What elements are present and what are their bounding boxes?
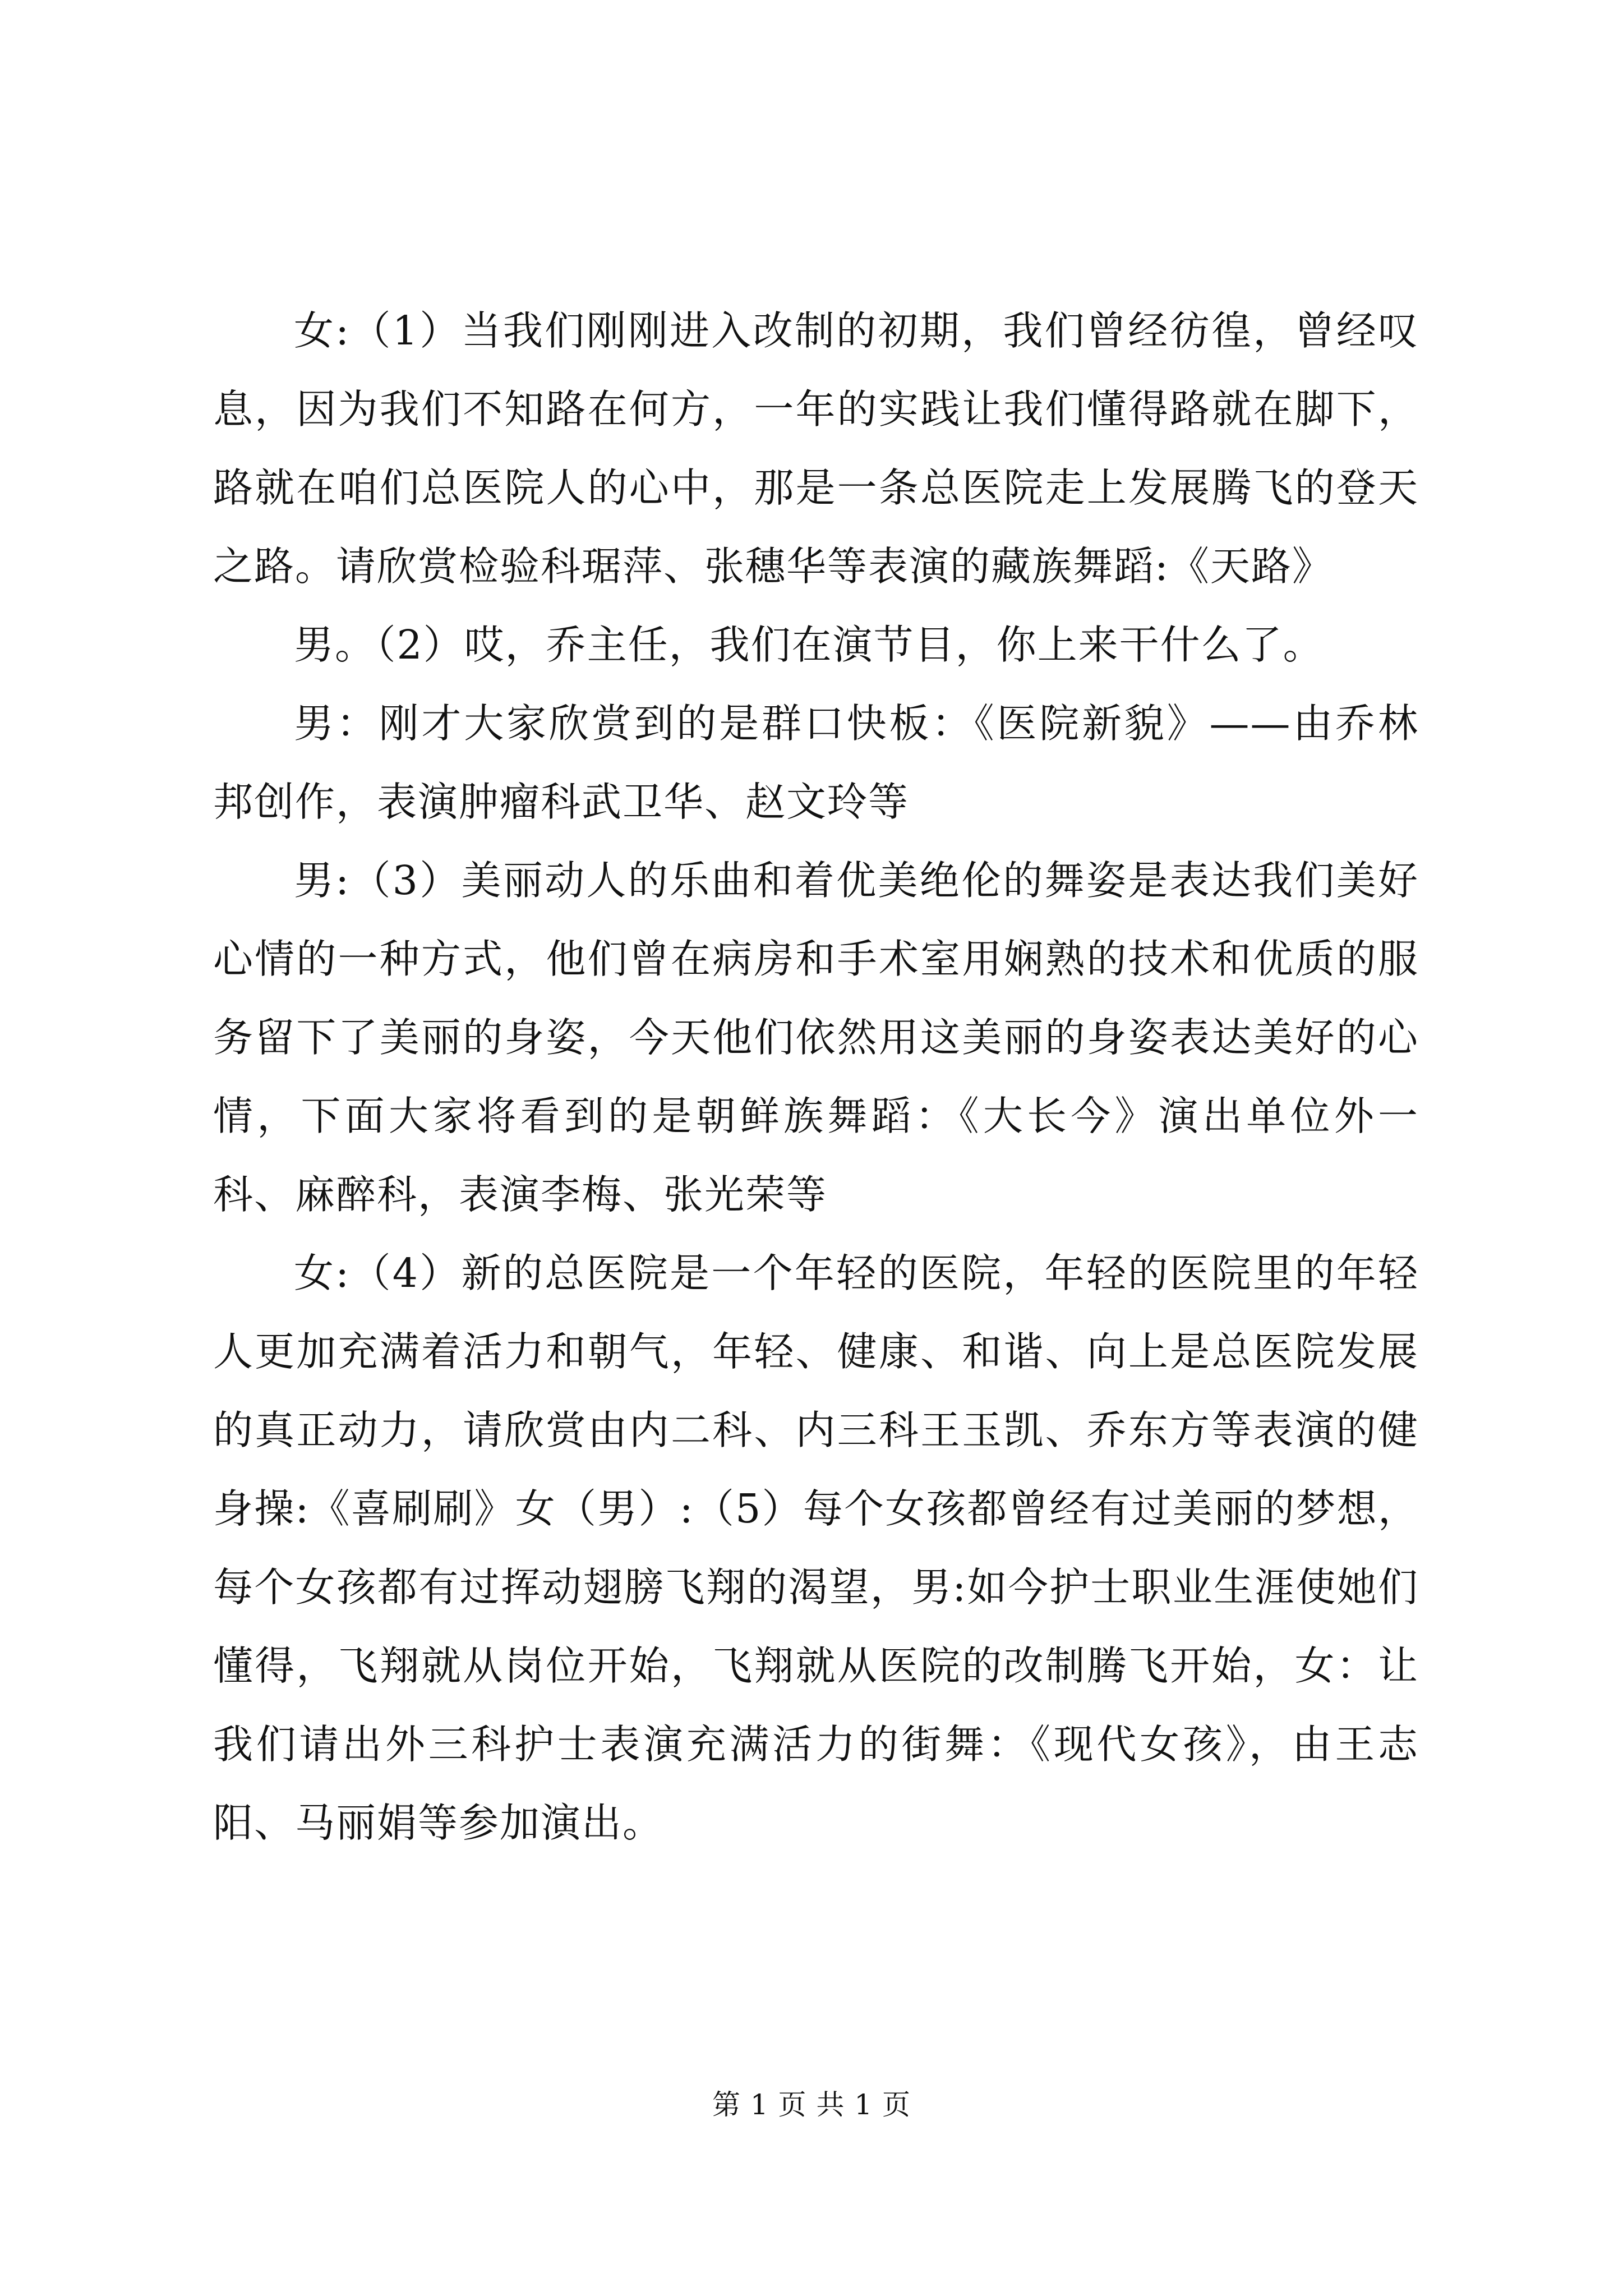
document-body (213, 292, 1419, 1862)
paragraph-3: 男：刚才大家欣赏到的是群口快板：《医院新貌》——由乔林邦创作，表演肿瘤科武卫华、赵文玲等 (213, 700, 1419, 825)
page-footer: 第 1 页 共 1 页 (712, 2088, 911, 2121)
paragraph-4: 男:（3）美丽动人的乐曲和着优美绝伦的舞姿是表达我们美好心情的一种方式，他们曾在病房和手术室用娴熟的技术和优质的服务留下了美丽的身姿，今天他们依然用这美丽的身姿表达美好的心情，下面大家将看到的是朝鲜族舞蹈：《大长今》演出单位外一科、麻醉科，表演李梅、张光荣等 (213, 857, 1419, 1218)
paragraph-2: 男。（2）哎，乔主任，我们在演节目，你上来干什么了。 (294, 622, 1324, 668)
paragraph-5: 女:（4）新的总医院是一个年轻的医院，年轻的医院里的年轻人更加充满着活力和朝气，年轻、健康、和谐、向上是总医院发展的真正动力，请欣赏由内二科、内三科王玉凯、乔东方等表演的健身操:《喜刷刷》女（男）:（5）每个女孩都曾经有过美丽的梦想，每个女孩都有过挥动翅膀飞翔的渴望，男:如今护士职业生涯使她们懂得，飞翔就从岗位开始，飞翔就从医院的改制腾飞开始，女：让我们请出外三科护士表演充满活力的街舞：《现代女孩》，由王志阳、马丽娟等参加演出。 (213, 1250, 1419, 1846)
paragraph-1: 女:（1）当我们刚刚进入改制的初期，我们曾经彷徨，曾经叹息，因为我们不知路在何方，一年的实践让我们懂得路就在脚下，路就在咱们总医院人的心中，那是一条总医院走上发展腾飞的登天之路。请欣赏检验科琚萍、张穗华等表演的藏族舞蹈:《天路》 (213, 307, 1419, 590)
